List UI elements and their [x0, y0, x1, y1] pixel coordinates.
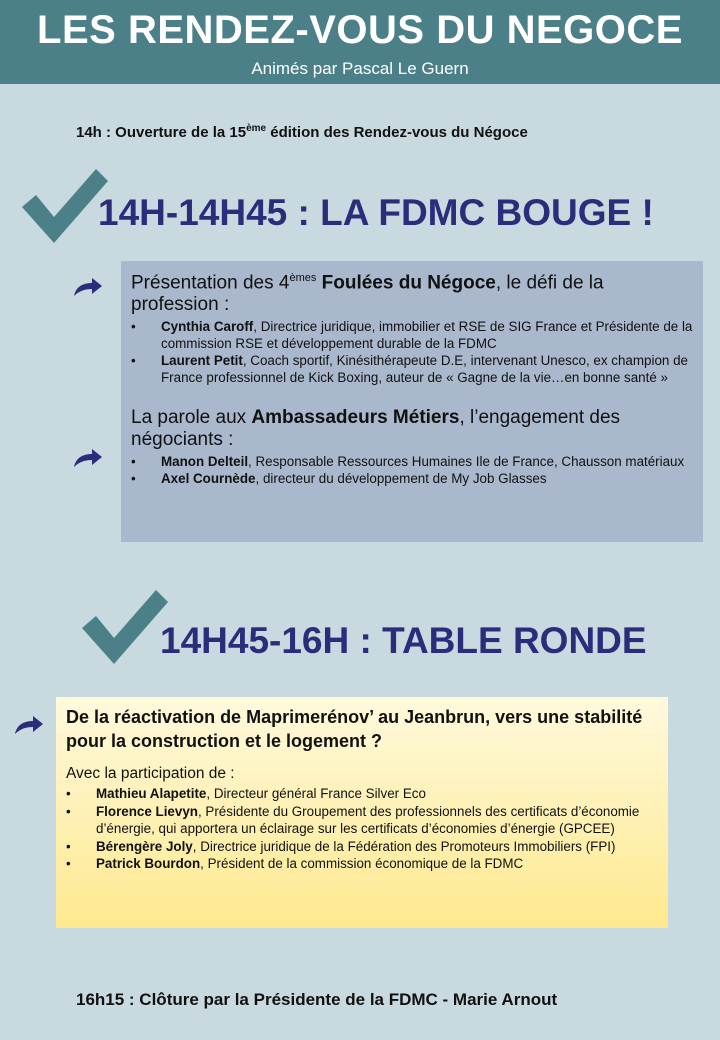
speaker-role: , Coach sportif, Kinésithérapeute D.E, intervenant Unesco, ex champion de France professionnel de Kick Boxing, auteur de « Gagne de la vie…en bonne santé » [161, 353, 688, 386]
speaker-role: , Directrice juridique de la Fédération des Promoteurs Immobiliers (FPI) [192, 838, 616, 854]
speaker-name: Florence Lievyn [96, 803, 198, 819]
block2-lead-end: , l’engagement des négociants : [131, 407, 621, 451]
speaker-role: , Président de la commission économique de la FDMC [200, 856, 524, 872]
closing-line: 16h15 : Clôture par la Présidente de la FDMC - Marie Arnout [76, 990, 558, 1009]
curved-arrow-icon [72, 447, 104, 469]
page-subtitle: Animés par Pascal Le Guern [251, 59, 469, 78]
curved-arrow-icon [72, 276, 104, 298]
block2-lead [131, 407, 693, 451]
speaker-role: , Directeur général France Silver Eco [206, 786, 426, 801]
speaker-name: Cynthia Caroff [161, 319, 254, 335]
list-item [66, 838, 658, 856]
round-table-question: De la réactivation de Maprimerénov’ au Jeanbrun, vers une stabilité pour la construction et le logement ? [66, 707, 643, 751]
block1-lead-text: Présentation des 4 [131, 272, 290, 294]
list-item [131, 352, 693, 386]
section-title-1: 14H-14H45 : LA FDMC BOUGE ! [98, 192, 654, 233]
header-banner [0, 0, 720, 84]
block1-speaker-list [131, 318, 693, 386]
block2-lead-text: La parole aux [131, 407, 252, 429]
opening-text: 14h : Ouverture de la 15 [76, 124, 247, 141]
block1-lead [131, 267, 693, 316]
block1-lead-end: , le défi de la profession : [131, 272, 604, 316]
opening-text-end: édition des Rendez-vous du Négoce [266, 124, 528, 141]
checkmark-icon [20, 165, 110, 247]
list-item [131, 470, 693, 487]
section-title-2: 14H45-16H : TABLE RONDE [160, 620, 647, 661]
speaker-role: , Présidente du Groupement des professionnels des certificats d’économie d’énergie, qui apportera un éclairage sur les certificats d’économies d’énergie (GPCEE) [96, 803, 640, 837]
list-item [131, 318, 693, 352]
list-item [66, 785, 658, 803]
page-title: LES RENDEZ-VOUS DU NEGOCE [37, 8, 683, 52]
speaker-name: Patrick Bourdon [96, 856, 201, 872]
block2-speaker-list [131, 453, 693, 487]
speaker-name: Laurent Petit [161, 353, 243, 369]
opening-line [76, 123, 528, 141]
speaker-role: , Responsable Ressources Humaines Ile de France, Chausson matériaux [248, 454, 685, 470]
block1-lead-bold: Foulées du Négoce [316, 272, 496, 294]
participants-intro: Avec la participation de : [66, 765, 235, 782]
speaker-name: Axel Cournède [161, 471, 256, 487]
list-item [66, 855, 658, 873]
list-item [131, 453, 693, 470]
speaker-role: , directeur du développement de My Job Glasses [255, 471, 547, 487]
round-table-speaker-list [66, 785, 658, 873]
table-ronde-box [56, 697, 668, 928]
speaker-name: Mathieu Alapetite [96, 786, 207, 801]
checkmark-icon [80, 586, 170, 668]
curved-arrow-icon [13, 714, 45, 736]
list-item [66, 803, 658, 838]
block1-lead-sup: èmes [289, 272, 317, 284]
speaker-role: , Directrice juridique, immobilier et RSE de SIG France et Présidente de la commission RSE et développement durable de la FDMC [161, 319, 693, 352]
speaker-name: Bérengère Joly [96, 838, 193, 854]
speaker-name: Manon Delteil [161, 454, 249, 470]
fdmc-bouge-box [121, 261, 703, 542]
block2-lead-bold: Ambassadeurs Métiers [251, 407, 460, 429]
opening-superscript: ème [246, 123, 267, 134]
